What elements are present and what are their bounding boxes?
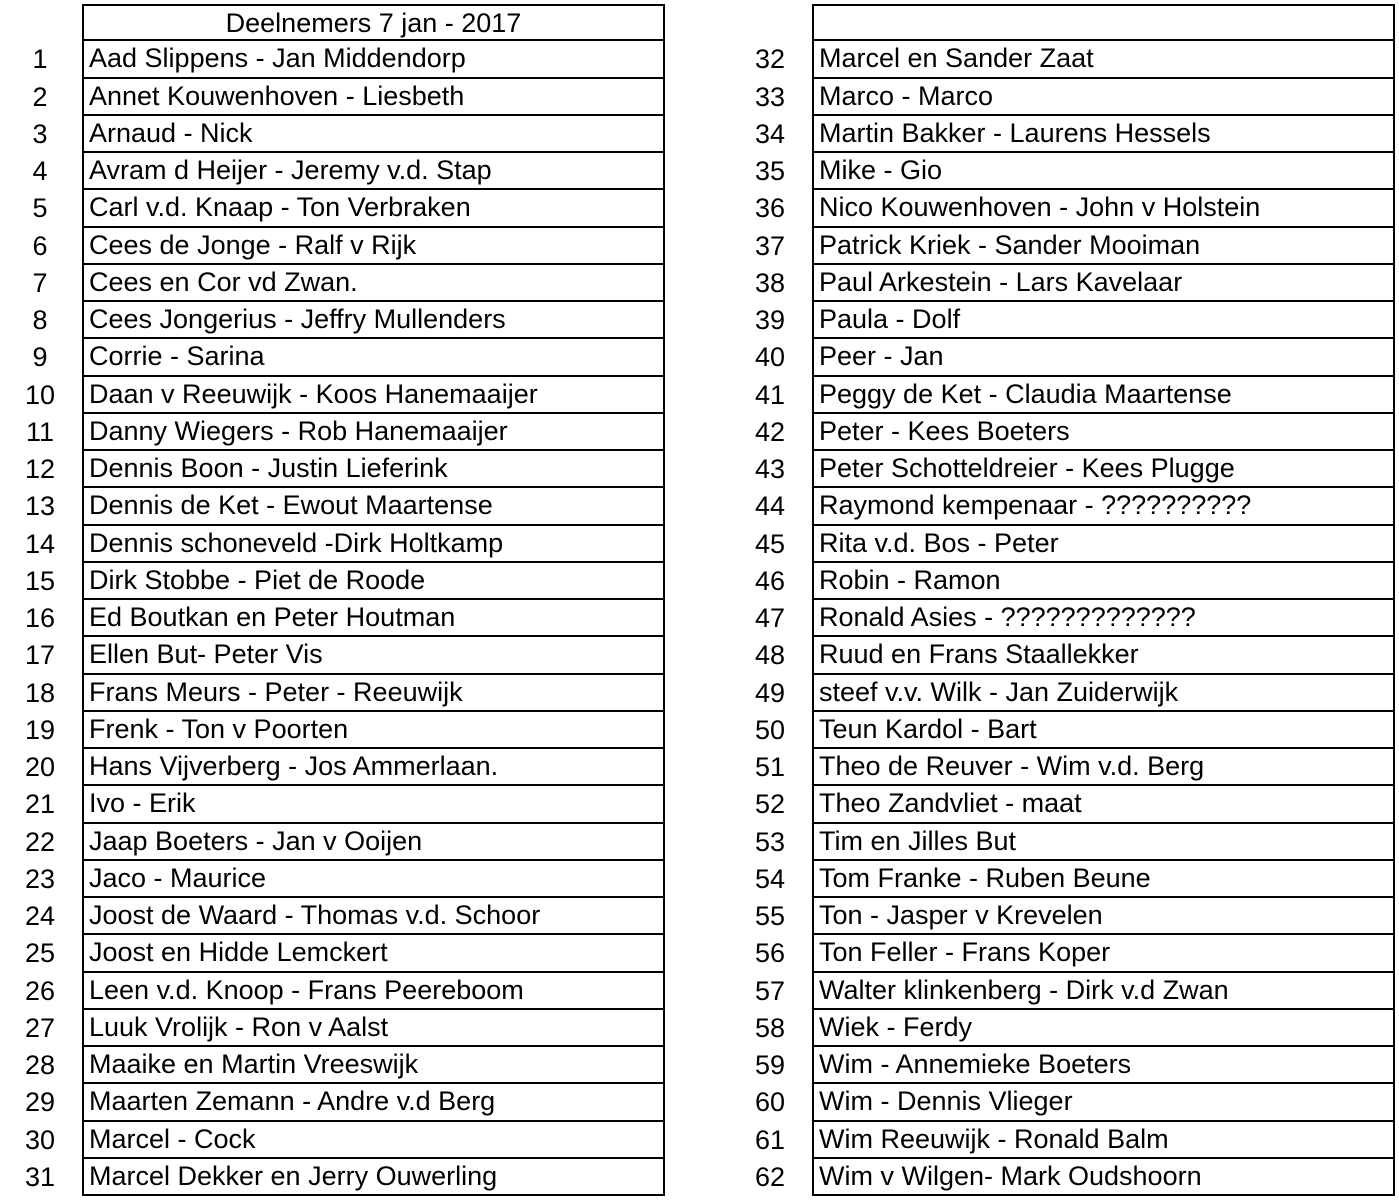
participant-pair: Jaap Boeters - Jan v Ooijen bbox=[82, 824, 665, 861]
table-row bbox=[730, 749, 1395, 786]
participant-pair: Nico Kouwenhoven - John v Holstein bbox=[812, 190, 1395, 227]
table-row bbox=[730, 600, 1395, 637]
participant-pair: Peter - Kees Boeters bbox=[812, 414, 1395, 451]
table-row bbox=[0, 600, 665, 637]
row-number: 1 bbox=[32, 44, 48, 75]
participant-pair: Peer - Jan bbox=[812, 339, 1395, 376]
participant-pair: Walter klinkenberg - Dirk v.d Zwan bbox=[812, 973, 1395, 1010]
table-row bbox=[0, 563, 665, 600]
participant-pair: Ellen But- Peter Vis bbox=[82, 637, 665, 674]
row-number: 26 bbox=[24, 975, 56, 1006]
participant-pair: Dennis de Ket - Ewout Maartense bbox=[82, 488, 665, 525]
row-number: 60 bbox=[754, 1087, 786, 1118]
participant-pair: Wim v Wilgen- Mark Oudshoorn bbox=[812, 1159, 1395, 1196]
row-number: 50 bbox=[754, 714, 786, 745]
participant-pair: Corrie - Sarina bbox=[82, 339, 665, 376]
table-row bbox=[0, 190, 665, 227]
row-number: 48 bbox=[754, 640, 786, 671]
participant-pair: Dirk Stobbe - Piet de Roode bbox=[82, 563, 665, 600]
row-number: 43 bbox=[754, 454, 786, 484]
table-row bbox=[730, 488, 1395, 525]
row-number: 41 bbox=[754, 379, 786, 410]
table-row bbox=[0, 228, 665, 265]
row-number: 16 bbox=[24, 603, 56, 633]
participant-pair: Daan v Reeuwijk - Koos Hanemaaijer bbox=[82, 377, 665, 414]
participant-pair: Paula - Dolf bbox=[812, 302, 1395, 339]
participant-pair: Martin Bakker - Laurens Hessels bbox=[812, 116, 1395, 153]
table-row bbox=[730, 526, 1395, 563]
table-row bbox=[0, 153, 665, 190]
participant-pair: Leen v.d. Knoop - Frans Peereboom bbox=[82, 973, 665, 1010]
table-row bbox=[730, 190, 1395, 227]
table-row bbox=[730, 414, 1395, 451]
table-row bbox=[0, 339, 665, 376]
participant-pair: Dennis schoneveld -Dirk Holtkamp bbox=[82, 526, 665, 563]
row-number: 28 bbox=[24, 1050, 56, 1080]
row-number: 22 bbox=[24, 826, 56, 857]
participants-table-left bbox=[0, 4, 665, 1196]
table-row bbox=[730, 824, 1395, 861]
participant-pair: Teun Kardol - Bart bbox=[812, 712, 1395, 749]
row-number: 53 bbox=[754, 826, 786, 857]
row-number: 27 bbox=[24, 1012, 56, 1043]
table-row bbox=[0, 712, 665, 749]
participant-pair: Jaco - Maurice bbox=[82, 861, 665, 898]
participant-pair: Theo Zandvliet - maat bbox=[812, 786, 1395, 823]
participant-pair: Aad Slippens - Jan Middendorp bbox=[82, 41, 665, 78]
table-row bbox=[730, 1047, 1395, 1084]
table-row bbox=[0, 935, 665, 972]
row-number: 18 bbox=[24, 677, 56, 708]
row-number: 13 bbox=[24, 491, 56, 522]
participant-pair: Tom Franke - Ruben Beune bbox=[812, 861, 1395, 898]
table-header-row bbox=[730, 4, 1395, 41]
row-number: 7 bbox=[32, 267, 48, 298]
table-row bbox=[730, 563, 1395, 600]
row-number: 10 bbox=[24, 379, 56, 410]
participant-pair: Carl v.d. Knaap - Ton Verbraken bbox=[82, 190, 665, 227]
row-number: 5 bbox=[32, 193, 48, 224]
row-number: 24 bbox=[24, 901, 56, 931]
participant-pair: Marcel - Cock bbox=[82, 1122, 665, 1159]
row-number: 14 bbox=[24, 528, 56, 559]
table-row bbox=[730, 1010, 1395, 1047]
table-row bbox=[0, 41, 665, 78]
table-row bbox=[730, 637, 1395, 674]
participant-pair: Frans Meurs - Peter - Reeuwijk bbox=[82, 675, 665, 712]
row-number: 61 bbox=[754, 1124, 786, 1155]
participant-pair: Joost en Hidde Lemckert bbox=[82, 935, 665, 972]
table-row bbox=[0, 526, 665, 563]
row-number: 58 bbox=[754, 1012, 786, 1043]
table-row bbox=[0, 451, 665, 488]
table-row bbox=[730, 41, 1395, 78]
table-row bbox=[0, 749, 665, 786]
table-row bbox=[0, 265, 665, 302]
participant-pair: Maarten Zemann - Andre v.d Berg bbox=[82, 1084, 665, 1121]
row-number: 3 bbox=[32, 118, 48, 149]
table-row bbox=[730, 712, 1395, 749]
participant-pair: Ronald Asies - ????????????? bbox=[812, 600, 1395, 637]
table-row bbox=[0, 302, 665, 339]
participant-pair: Paul Arkestein - Lars Kavelaar bbox=[812, 265, 1395, 302]
row-number: 55 bbox=[754, 901, 786, 931]
participant-pair: Frenk - Ton v Poorten bbox=[82, 712, 665, 749]
participant-pair: Wiek - Ferdy bbox=[812, 1010, 1395, 1047]
table-row bbox=[730, 1084, 1395, 1121]
participant-pair: Joost de Waard - Thomas v.d. Schoor bbox=[82, 898, 665, 935]
row-number: 38 bbox=[754, 267, 786, 298]
row-number: 15 bbox=[24, 565, 56, 596]
table-header-row bbox=[0, 4, 665, 41]
participant-pair: Annet Kouwenhoven - Liesbeth bbox=[82, 79, 665, 116]
table-row bbox=[730, 377, 1395, 414]
table-row bbox=[730, 786, 1395, 823]
table-row bbox=[0, 488, 665, 525]
participant-pair: Mike - Gio bbox=[812, 153, 1395, 190]
table-row bbox=[730, 153, 1395, 190]
table-row bbox=[0, 861, 665, 898]
row-number: 11 bbox=[25, 416, 55, 447]
row-number: 37 bbox=[754, 230, 786, 261]
table-row bbox=[730, 228, 1395, 265]
row-number: 44 bbox=[754, 491, 786, 522]
row-number: 21 bbox=[24, 789, 56, 820]
participant-pair: Cees Jongerius - Jeffry Mullenders bbox=[82, 302, 665, 339]
row-number: 46 bbox=[754, 565, 786, 596]
table-row bbox=[730, 451, 1395, 488]
participant-pair: Robin - Ramon bbox=[812, 563, 1395, 600]
table-title-empty bbox=[812, 4, 1395, 41]
row-number: 42 bbox=[754, 416, 786, 447]
table-row bbox=[730, 302, 1395, 339]
participant-pair: Ed Boutkan en Peter Houtman bbox=[82, 600, 665, 637]
participant-pair: Theo de Reuver - Wim v.d. Berg bbox=[812, 749, 1395, 786]
table-row bbox=[0, 824, 665, 861]
row-number: 36 bbox=[754, 193, 786, 224]
row-number: 8 bbox=[32, 305, 48, 335]
table-row bbox=[0, 414, 665, 451]
participant-pair: Ton Feller - Frans Koper bbox=[812, 935, 1395, 972]
row-number: 19 bbox=[24, 714, 56, 745]
row-number: 52 bbox=[754, 789, 786, 820]
participant-pair: steef v.v. Wilk - Jan Zuiderwijk bbox=[812, 675, 1395, 712]
participant-pair: Ivo - Erik bbox=[82, 786, 665, 823]
row-number: 54 bbox=[754, 863, 786, 894]
participant-pair: Cees en Cor vd Zwan. bbox=[82, 265, 665, 302]
row-number: 20 bbox=[24, 752, 56, 782]
table-row bbox=[0, 116, 665, 153]
participant-pair: Hans Vijverberg - Jos Ammerlaan. bbox=[82, 749, 665, 786]
table-row bbox=[0, 898, 665, 935]
row-number: 35 bbox=[754, 156, 786, 186]
participant-pair: Marcel Dekker en Jerry Ouwerling bbox=[82, 1159, 665, 1196]
participant-pair: Peter Schotteldreier - Kees Plugge bbox=[812, 451, 1395, 488]
row-number: 6 bbox=[32, 230, 48, 261]
participant-pair: Wim Reeuwijk - Ronald Balm bbox=[812, 1122, 1395, 1159]
row-number: 25 bbox=[24, 938, 56, 969]
row-number bbox=[730, 4, 812, 41]
table-row bbox=[0, 1047, 665, 1084]
row-number: 47 bbox=[754, 603, 786, 633]
row-number: 56 bbox=[754, 938, 786, 969]
row-number: 39 bbox=[754, 305, 786, 335]
participant-pair: Marco - Marco bbox=[812, 79, 1395, 116]
table-row bbox=[730, 79, 1395, 116]
table-title: Deelnemers 7 jan - 2017 bbox=[82, 4, 665, 41]
row-number: 34 bbox=[754, 118, 786, 149]
participants-table-right bbox=[730, 4, 1395, 1196]
row-number: 57 bbox=[754, 975, 786, 1006]
table-row bbox=[0, 1122, 665, 1159]
participant-pair: Danny Wiegers - Rob Hanemaaijer bbox=[82, 414, 665, 451]
table-row bbox=[730, 973, 1395, 1010]
row-number: 40 bbox=[754, 342, 786, 373]
row-number: 12 bbox=[24, 454, 56, 484]
table-row bbox=[730, 265, 1395, 302]
row-number: 62 bbox=[754, 1161, 786, 1192]
participant-pair: Marcel en Sander Zaat bbox=[812, 41, 1395, 78]
participant-pair: Cees de Jonge - Ralf v Rijk bbox=[82, 228, 665, 265]
row-number: 17 bbox=[24, 640, 56, 671]
table-row bbox=[730, 861, 1395, 898]
row-number: 59 bbox=[754, 1050, 786, 1080]
participant-pair: Raymond kempenaar - ?????????? bbox=[812, 488, 1395, 525]
participant-pair: Avram d Heijer - Jeremy v.d. Stap bbox=[82, 153, 665, 190]
participant-pair: Wim - Annemieke Boeters bbox=[812, 1047, 1395, 1084]
table-row bbox=[0, 377, 665, 414]
table-row bbox=[730, 116, 1395, 153]
table-row bbox=[0, 1010, 665, 1047]
participant-pair: Dennis Boon - Justin Lieferink bbox=[82, 451, 665, 488]
participant-pair: Patrick Kriek - Sander Mooiman bbox=[812, 228, 1395, 265]
row-number: 51 bbox=[754, 752, 786, 782]
table-row bbox=[0, 1159, 665, 1196]
row-number: 31 bbox=[24, 1161, 56, 1192]
participant-pair: Arnaud - Nick bbox=[82, 116, 665, 153]
table-row bbox=[730, 339, 1395, 376]
row-number: 4 bbox=[32, 156, 48, 186]
row-number: 9 bbox=[32, 342, 48, 373]
row-number: 33 bbox=[754, 81, 786, 112]
table-row bbox=[730, 898, 1395, 935]
row-number: 30 bbox=[24, 1124, 56, 1155]
participant-pair: Wim - Dennis Vlieger bbox=[812, 1084, 1395, 1121]
participant-pair: Ton - Jasper v Krevelen bbox=[812, 898, 1395, 935]
participant-pair: Tim en Jilles But bbox=[812, 824, 1395, 861]
table-row bbox=[0, 637, 665, 674]
table-row bbox=[0, 1084, 665, 1121]
table-row bbox=[730, 935, 1395, 972]
table-row bbox=[0, 786, 665, 823]
row-number: 49 bbox=[754, 677, 786, 708]
participant-pair: Rita v.d. Bos - Peter bbox=[812, 526, 1395, 563]
row-number bbox=[0, 4, 82, 41]
row-number: 2 bbox=[32, 81, 48, 112]
participant-pair: Peggy de Ket - Claudia Maartense bbox=[812, 377, 1395, 414]
row-number: 29 bbox=[24, 1087, 56, 1118]
row-number: 23 bbox=[24, 863, 56, 894]
participant-pair: Luuk Vrolijk - Ron v Aalst bbox=[82, 1010, 665, 1047]
table-row bbox=[0, 973, 665, 1010]
participant-pair: Ruud en Frans Staallekker bbox=[812, 637, 1395, 674]
table-row bbox=[730, 675, 1395, 712]
row-number: 45 bbox=[754, 528, 786, 559]
table-row bbox=[730, 1159, 1395, 1196]
table-row bbox=[730, 1122, 1395, 1159]
table-row bbox=[0, 79, 665, 116]
row-number: 32 bbox=[754, 44, 786, 75]
table-row bbox=[0, 675, 665, 712]
participant-pair: Maaike en Martin Vreeswijk bbox=[82, 1047, 665, 1084]
